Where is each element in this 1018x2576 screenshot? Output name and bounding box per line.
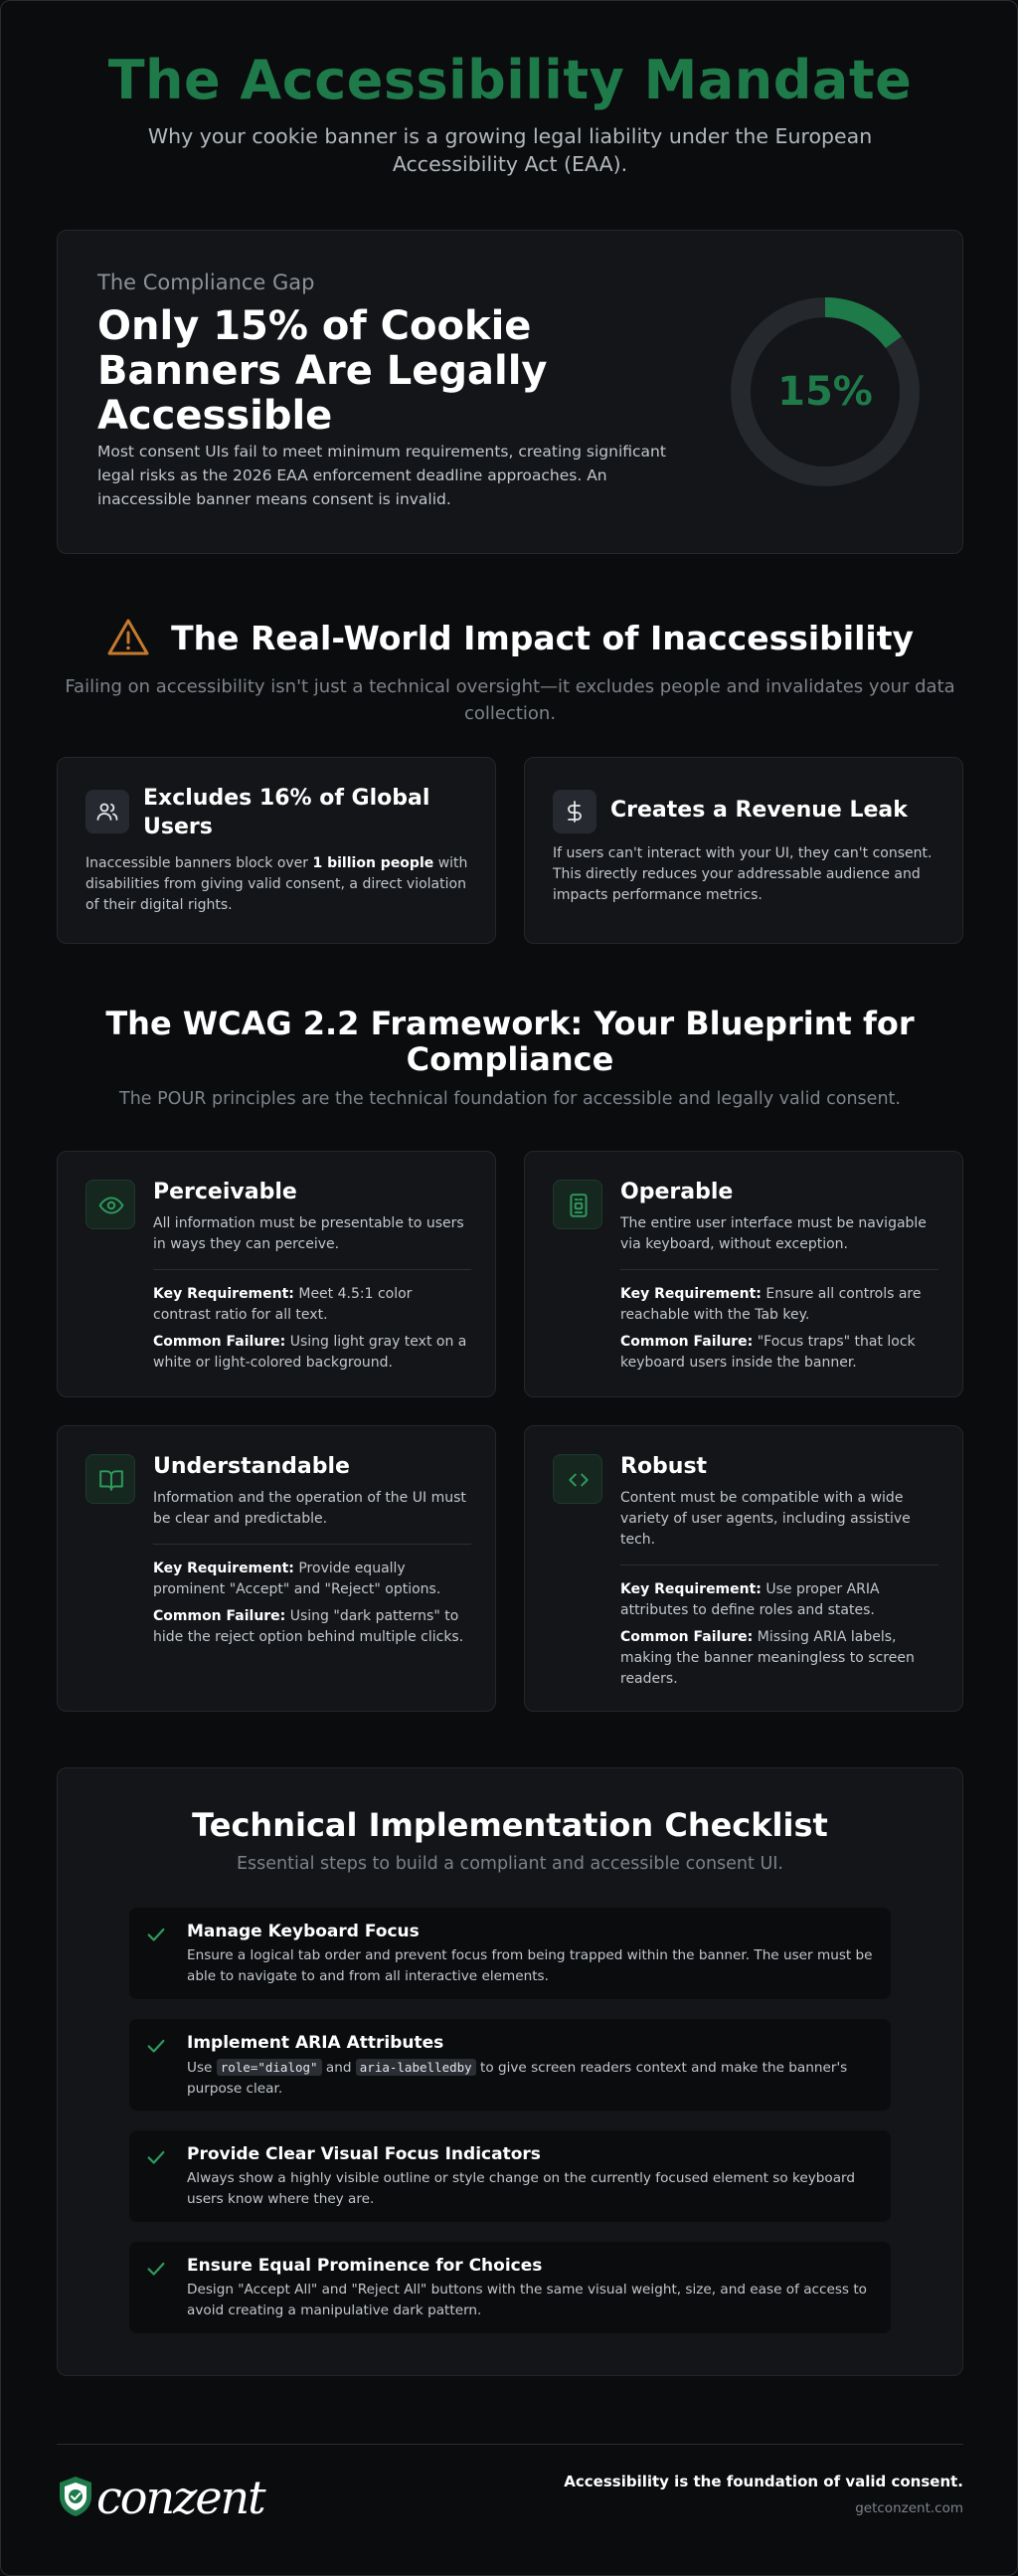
principle-title: Understandable xyxy=(153,1454,350,1479)
check-icon xyxy=(145,2146,167,2172)
checklist-item xyxy=(129,2242,891,2333)
checklist-item xyxy=(129,2019,891,2111)
fail-label: Common Failure: xyxy=(620,1629,754,1645)
fail-label: Common Failure: xyxy=(153,1608,286,1624)
impact-card-title: Excludes 16% of Global Users xyxy=(143,786,430,839)
key-requirement xyxy=(153,1284,471,1326)
wcag-header xyxy=(57,1006,963,1109)
principle-title: Robust xyxy=(620,1454,708,1479)
code-icon xyxy=(553,1454,602,1504)
gap-headline: Only 15% of Cookie Banners Are Legally Accessible xyxy=(97,303,548,439)
fail-text: Using "dark patterns" to hide the reject option behind multiple clicks. xyxy=(153,1608,464,1645)
key-requirement xyxy=(620,1284,938,1326)
fail-text: "Focus traps" that lock keyboard users inside the banner. xyxy=(620,1334,916,1371)
principle-card-understandable xyxy=(57,1425,496,1712)
users-icon xyxy=(85,790,129,833)
donut-percentage: 15% xyxy=(777,369,873,415)
fail-text: Missing ARIA labels, making the banner meaningless to screen readers. xyxy=(620,1629,915,1687)
common-failure xyxy=(153,1332,471,1374)
principle-card-robust xyxy=(524,1425,963,1712)
impact-text-part: Inaccessible banners block over xyxy=(85,855,313,871)
principle-card-perceivable xyxy=(57,1151,496,1397)
key-text: Provide equally prominent "Accept" and "Reject" options. xyxy=(153,1561,441,1597)
checklist-item xyxy=(129,1908,891,1999)
page-title: The Accessibility Mandate xyxy=(107,49,913,111)
check-icon xyxy=(145,1924,167,1949)
key-label: Key Requirement: xyxy=(620,1581,762,1597)
checklist-item-title: Provide Clear Visual Focus Indicators xyxy=(187,2144,541,2164)
impact-card-title: Creates a Revenue Leak xyxy=(610,798,908,823)
fail-label: Common Failure: xyxy=(620,1334,754,1350)
keyboard-icon xyxy=(553,1180,602,1229)
code-snippet: aria-labelledby xyxy=(356,2059,476,2076)
checklist-item-title: Manage Keyboard Focus xyxy=(187,1922,420,1941)
key-label: Key Requirement: xyxy=(620,1286,762,1302)
principle-content xyxy=(153,1452,471,1654)
key-text: Use proper ARIA attributes to define roles and states. xyxy=(620,1581,880,1618)
wcag-title: The WCAG 2.2 Framework: Your Blueprint for Compliance xyxy=(105,1005,915,1078)
common-failure xyxy=(620,1332,938,1374)
gap-eyebrow: The Compliance Gap xyxy=(97,271,315,294)
principle-title: Operable xyxy=(620,1180,734,1204)
book-icon xyxy=(85,1454,135,1504)
divider xyxy=(153,1269,471,1270)
divider xyxy=(620,1564,938,1565)
key-label: Key Requirement: xyxy=(153,1561,294,1576)
principle-description: Information and the operation of the UI must be clear and predictable. xyxy=(153,1490,466,1527)
eye-icon xyxy=(85,1180,135,1229)
compliance-donut-chart xyxy=(728,294,923,489)
common-failure xyxy=(153,1606,471,1648)
divider xyxy=(153,1544,471,1545)
logo-wordmark: conzent xyxy=(96,2471,264,2524)
check-icon xyxy=(145,2258,167,2284)
dollar-icon xyxy=(553,790,596,833)
impact-card-exclusion xyxy=(57,757,496,944)
principle-content xyxy=(153,1178,471,1380)
conzent-logo[interactable] xyxy=(57,2471,264,2524)
checklist-item-desc: Always show a highly visible outline or style change on the currently focused element so keyboard users know where they are. xyxy=(187,2170,856,2207)
checklist-item-desc xyxy=(187,2057,873,2100)
checklist-item-title: Implement ARIA Attributes xyxy=(187,2033,444,2053)
key-text: Meet 4.5:1 color contrast ratio for all text. xyxy=(153,1286,413,1323)
compliance-gap-card xyxy=(57,230,963,554)
warning-icon xyxy=(106,618,150,657)
desc-part: to give screen readers context and make the banner's purpose clear. xyxy=(187,2060,848,2097)
impact-text-part: with disabilities from giving valid consent, a direct violation of their digital rights. xyxy=(85,855,468,913)
key-label: Key Requirement: xyxy=(153,1286,294,1302)
desc-part: Use xyxy=(187,2060,217,2076)
checklist-item-desc: Design "Accept All" and "Reject All" buttons with the same visual weight, size, and ease of access to avoid creating a manipulative dark pattern. xyxy=(187,2282,867,2318)
key-text: Ensure all controls are reachable with the Tab key. xyxy=(620,1286,922,1323)
check-icon xyxy=(145,2035,167,2061)
key-requirement xyxy=(620,1579,938,1621)
footer-tagline: Accessibility is the foundation of valid consent. xyxy=(564,2473,963,2490)
impact-card-text: If users can't interact with your UI, they can't consent. This directly reduces your addressable audience and impacts performance metrics. xyxy=(553,845,933,903)
principle-description: All information must be presentable to users in ways they can perceive. xyxy=(153,1215,464,1252)
principle-description: Content must be compatible with a wide variety of user agents, including assistive tech. xyxy=(620,1490,911,1548)
checklist-title: Technical Implementation Checklist xyxy=(192,1806,828,1844)
principle-content xyxy=(620,1452,938,1696)
desc-part: and xyxy=(321,2060,356,2076)
divider xyxy=(620,1269,938,1270)
principle-card-operable xyxy=(524,1151,963,1397)
footer xyxy=(57,2444,963,2523)
wcag-subtitle: The POUR principles are the technical foundation for accessible and legally valid consent. xyxy=(119,1089,901,1109)
checklist-subtitle: Essential steps to build a compliant and accessible consent UI. xyxy=(237,1854,783,1874)
code-snippet: role="dialog" xyxy=(217,2059,322,2076)
impact-header xyxy=(57,618,963,677)
impact-card-text xyxy=(85,853,473,916)
footer-domain-link[interactable]: getconzent.com xyxy=(855,2500,963,2516)
shield-icon xyxy=(57,2475,94,2518)
principle-title: Perceivable xyxy=(153,1180,297,1204)
checklist-item-desc: Ensure a logical tab order and prevent focus from being trapped within the banner. The user must be able to navigate to and from all interactive elements. xyxy=(187,1947,873,1984)
checklist-item-title: Ensure Equal Prominence for Choices xyxy=(187,2256,543,2276)
impact-text-bold: 1 billion people xyxy=(312,855,434,871)
impact-card-revenue xyxy=(524,757,963,944)
common-failure xyxy=(620,1627,938,1690)
page-subtitle: Why your cookie banner is a growing legal liability under the European Accessibility Act (EAA). xyxy=(147,124,873,176)
checklist-item xyxy=(129,2130,891,2222)
hero-section xyxy=(57,49,963,178)
fail-label: Common Failure: xyxy=(153,1334,286,1350)
implementation-checklist xyxy=(57,1767,963,2376)
gap-description: Most consent UIs fail to meet minimum requirements, creating significant legal risks as the 2026 EAA enforcement deadline approaches. An inaccessible banner means consent is invalid. xyxy=(97,443,666,508)
impact-subtitle: Failing on accessibility isn't just a technical oversight—it excludes people and invalidates your data collection. xyxy=(65,676,955,724)
fail-text: Using light gray text on a white or light-colored background. xyxy=(153,1334,467,1371)
key-requirement xyxy=(153,1559,471,1600)
principle-description: The entire user interface must be navigable via keyboard, without exception. xyxy=(620,1215,927,1252)
impact-title: The Real-World Impact of Inaccessibility xyxy=(171,618,915,657)
principle-content xyxy=(620,1178,938,1380)
